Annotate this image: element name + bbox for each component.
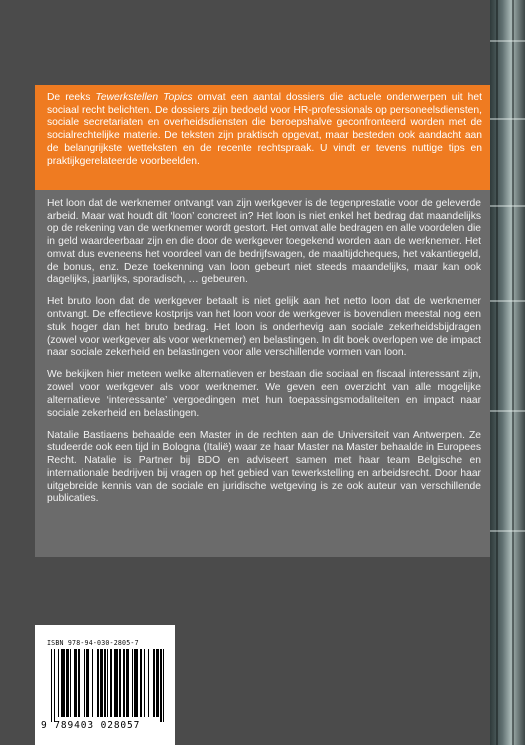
series-intro-panel <box>35 85 490 190</box>
photo-mullion <box>496 0 498 745</box>
barcode-bar <box>163 649 164 722</box>
photo-mullion <box>512 0 514 745</box>
barcode-digits: 9 789403 028057 <box>41 720 141 731</box>
barcode-box <box>35 625 175 745</box>
photo-frame-line <box>490 300 525 302</box>
photo-frame-line <box>490 530 525 532</box>
description-paragraph: Het loon dat de werknemer ontvangt van zijn werkgever is de tegenprestatie voor de geleverde arbeid. Maar wat houdt dit ‘loon’ concreet in? Het loon is niet enkel het bedrag dat maandelijks op de rekening van de werknemer wordt gestort. Het omvat alle bedragen en alle voordelen die in geld waardeerbaar zijn en die door de werkgever toegekend worden aan de werknemer. Het omvat dus eveneens het voordeel van de bedrijfswagen, de maaltijdcheques, het vakantiegeld, de bonus, enz. Deze toekenning van loon gebeurt niet steeds maandelijks, maar kan ook dagelijks, jaarlijks, sporadisch, … gebeuren. <box>47 198 481 286</box>
photo-frame-line <box>490 205 525 207</box>
description-panel <box>35 190 490 557</box>
description-paragraph: Het bruto loon dat de werkgever betaalt is niet gelijk aan het netto loon dat de werknemer ontvangt. De effectieve kostprijs van het loon voor de werkgever is bovendien meestal nog een stuk hoger dan het bruto bedrag. Het loon is onderhevig aan sociale zekerheidsbijdragen (zowel voor werkgever als voor werknemer) en belastingen. In dit boek overlopen we de impact naar sociale zekerheid en belastingen voor alle verschillende vormen van loon. <box>47 296 481 359</box>
intro-text-rest: omvat een aantal dossiers die actuele onderwerpen uit het sociaal recht belichten. De dossiers zijn bedoeld voor HR-professionals op personeelsdiensten, sociale secretariaten en overheidsdiensten die beroepshalve geconfronteerd worden met de socialrechtelijke materie. De teksten zijn praktisch opgevat, maar besteden ook aandacht aan de belangrijkste wetteksten en de recente rechtspraak. U vindt er tevens nuttige tips en praktijkgerelateerde voorbeelden. <box>47 92 482 167</box>
photo-frame-line <box>490 410 525 412</box>
barcode-bars <box>51 649 165 717</box>
cover-photo-strip <box>490 0 525 745</box>
intro-text-start: De reeks <box>47 92 96 103</box>
series-name: Tewerkstellen Topics <box>95 92 193 103</box>
isbn-label: ISBN 978-94-030-2805-7 <box>47 639 139 647</box>
photo-frame-line <box>490 40 525 42</box>
author-bio: Natalie Bastiaens behaalde een Master in de rechten aan de Universiteit van Antwerpen. Ze studeerde ook een tijd in Bologna (Italië) waar ze haar Master na Master behaalde in Europees Recht. Natalie is Partner bij BDO en adviseert samen met haar team Belgische en internationale bedrijven bij vragen op het gebied van tewerkstelling en arbeidsrecht. Door haar uitgebreide kennis van de sociale en juridische wetgeving is ze ook auteur van verschillende publicaties. <box>47 429 481 505</box>
description-paragraph: We bekijken hier meteen welke alternatieven er bestaan die sociaal en fiscaal interessant zijn, zowel voor werkgever als voor werknemer. We geven een overzicht van alle mogelijke alternatieve ‘interessante’ vergoedingen met hun toepassingsmodaliteiten en impact naar sociale zekerheid en belastingen. <box>47 369 481 419</box>
photo-frame-line <box>490 118 525 120</box>
